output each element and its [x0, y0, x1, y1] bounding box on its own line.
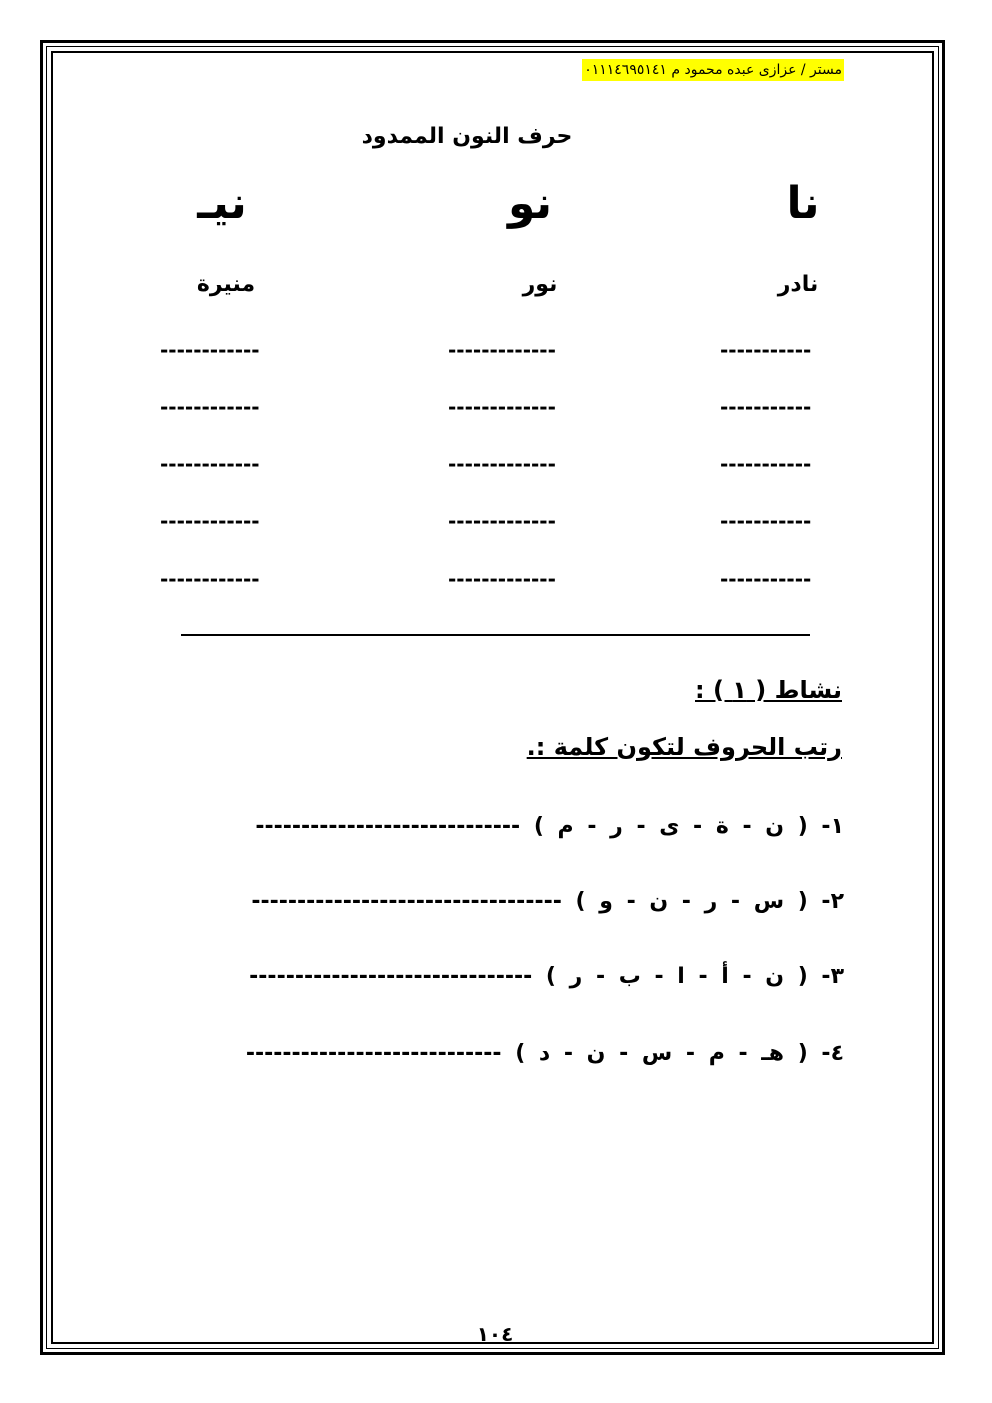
syllable-na: نا	[786, 178, 820, 229]
practice-line: -------------	[448, 567, 556, 591]
section-divider	[181, 634, 810, 636]
question-3	[249, 964, 844, 989]
syllable-ni: نيـ	[197, 178, 247, 229]
answer-line: -----------------------------	[255, 814, 521, 839]
practice-line: -------------	[448, 509, 556, 533]
answer-line: ----------------------------	[245, 1041, 502, 1066]
question-letters: ١- ( ن - ة - ى - ر - م )	[533, 814, 844, 839]
practice-line: ------------	[160, 567, 260, 591]
practice-line: ------------	[160, 509, 260, 533]
question-letters: ٤- ( هـ - م - س - ن - د )	[515, 1041, 844, 1066]
question-4	[246, 1041, 844, 1066]
practice-line: ------------	[160, 338, 260, 362]
practice-line: -------------	[448, 338, 556, 362]
practice-line: -----------	[720, 395, 812, 419]
practice-line: -----------	[720, 452, 812, 476]
activity-title: نشاط ( ١ ) :	[695, 676, 842, 704]
practice-line: -------------	[448, 395, 556, 419]
practice-line: -----------	[720, 509, 812, 533]
question-2	[251, 889, 844, 914]
activity-instruction: رتب الحروف لتكون كلمة :.	[526, 733, 842, 761]
question-letters: ٢- ( س - ر - ن - و )	[575, 889, 844, 914]
practice-line: -----------	[720, 338, 812, 362]
word-muneera: منيرة	[196, 272, 256, 297]
page-number: ١٠٤	[476, 1322, 514, 1346]
practice-line: -----------	[720, 567, 812, 591]
word-nader: نادر	[777, 272, 819, 297]
answer-line: -------------------------------	[249, 964, 533, 989]
question-letters: ٣- ( ن - أ - ا - ب - ر )	[545, 964, 844, 989]
practice-line: ------------	[160, 452, 260, 476]
practice-line: ------------	[160, 395, 260, 419]
practice-line: -------------	[448, 452, 556, 476]
syllable-nu: نو	[507, 178, 553, 229]
page-title: حرف النون الممدود	[361, 124, 573, 149]
author-credit: مستر / عزازى عبده محمود م ٠١١١٤٦٩٥١٤١	[582, 59, 844, 81]
word-noor: نور	[522, 272, 558, 297]
answer-line: ----------------------------------	[251, 889, 562, 914]
question-1	[255, 814, 844, 839]
